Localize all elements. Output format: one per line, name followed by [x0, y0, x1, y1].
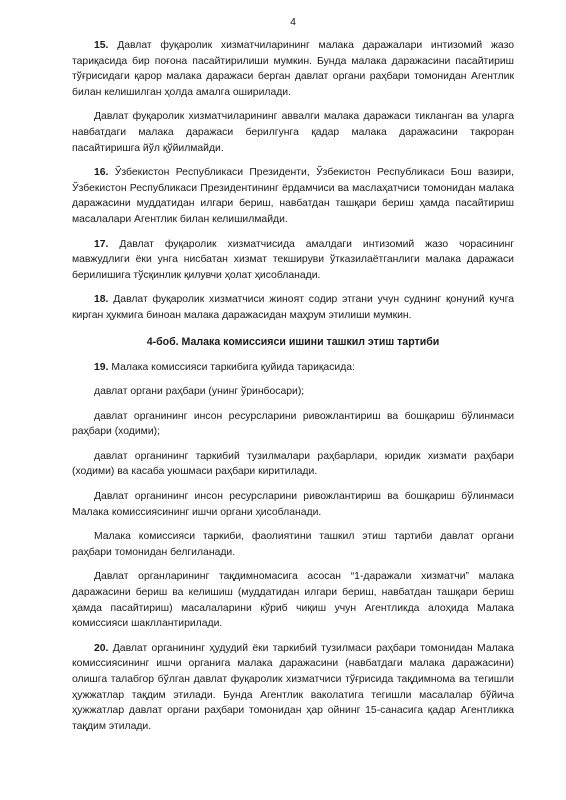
paragraph-number: 17. [94, 238, 109, 250]
paragraph-separate-commission [72, 569, 514, 631]
paragraph-number: 15. [94, 40, 109, 51]
paragraph-text: Давлат фуқаролик хизматчиларининг аввалги малака даражаси тикланган ва уларга навбатдаги малака даражаси берилгунга қадар малака даражасини такроран пасайтиришга йўл қўйилмайди. [72, 111, 514, 154]
paragraph-text: Давлат фуқаролик хизматчиси жиноят содир этгани учун суднинг қонуний кучга кирган ҳукмига биноан малака даражасидан маҳрум этилиши мумкин. [72, 294, 514, 321]
section-chapter-4 [72, 360, 514, 735]
paragraph-number: 20. [94, 642, 109, 654]
paragraph-text: Давлат фуқаролик хизматчисида амалдаги интизомий жазо чорасининг мавжудлиги ёки унга нисбатан хизмат текшируви ўтказилаётганлиги малака даражаси берилишига тўсқинлик қилувчи ҳолат ҳисобланади. [72, 238, 514, 281]
paragraph-number: 18. [94, 294, 109, 306]
paragraph-16 [72, 165, 514, 227]
paragraph-text: Давлат органининг ҳудудий ёки таркибий тузилмаси раҳбари томонидан Малака комиссиясининг ишчи органига малака даражасини (навбатдаги малака даражасини) олишга талабгор бўлган давлат фуқаролик хизматчиси тўғрисида тақдимнома ва тегишли ҳужжатлар тақдим этилади. Бунда Агентлик ваколатига тегишли масалалар бўйича ҳужжатлар давлат органи раҳбари томонидан ҳар ойнинг 15-санасига қадар Агентликка тақдим этилади. [72, 642, 514, 732]
section-paragraphs-before-chapter [72, 38, 514, 324]
paragraph-18 [72, 292, 514, 323]
paragraph-composition [72, 529, 514, 560]
list-item-hr-unit [72, 409, 514, 440]
paragraph-text: давлат органининг инсон ресурсларини ривожлантириш ва бошқариш бўлинмаси раҳбари (ходими); [72, 410, 514, 438]
list-item-head [72, 384, 514, 400]
paragraph-text: Давлат органларининг тақдимномасига асосан “1-даражали хизматчи” малака даражасини бериш ва келишиш (муддатидан илгари бериш, навбатдан ташқари бериш ҳамда пасайтириш) масалаларини кўриб чиқиш учун Агентликда алоҳида Малака комиссияси шакллантирилади. [72, 571, 514, 630]
paragraph-text: Давлат органининг инсон ресурсларини ривожлантириш ва бошқариш бўлинмаси Малака комиссиясининг ишчи органи ҳисобланади. [72, 491, 514, 518]
paragraph-text: давлат органи раҳбари (унинг ўринбосари); [94, 386, 305, 398]
paragraph-number: 19. [94, 361, 109, 373]
paragraph-17 [72, 237, 514, 284]
paragraph-15 [72, 38, 514, 100]
paragraph-number: 16. [94, 167, 109, 179]
paragraph-text: давлат органининг таркибий тузилмалари раҳбарлари, юридик хизмати раҳбари (ходими) ва касаба уюшмаси раҳбари киритилади. [72, 450, 514, 478]
paragraph-working-body [72, 489, 514, 520]
list-item-structural-heads [72, 449, 514, 480]
paragraph-15-continued [72, 109, 514, 156]
paragraph-text: Малака комиссияси таркиби, фаолиятини ташкил этиш тартиби давлат органи раҳбари томонидан белгиланади. [72, 531, 514, 558]
paragraph-text: Давлат фуқаролик хизматчиларининг малака даражалари интизомий жазо тариқасида бир поғона пасайтирилиши мумкин. Бунда малака даражасини пасайтириш тўғрисидаги қарор малака даражаси берган давлат органи раҳбари томонидан Агентлик билан келишилган ҳолда амалга оширилади. [72, 40, 514, 98]
paragraph-20 [72, 641, 514, 735]
paragraph-19 [72, 360, 514, 376]
paragraph-text: Малака комиссияси таркибига қуйида тариқасида: [108, 361, 355, 373]
page-number: 4 [290, 16, 296, 28]
chapter-heading: 4-боб. Малака комиссияси ишини ташкил этиш тартиби [146, 335, 440, 348]
paragraph-text: Ўзбекистон Республикаси Президенти, Ўзбекистон Республикаси Бош вазири, Ўзбекистон Республикаси Президентининг ёрдамчиси ва маслаҳатчиси томонидан малака даражасини муддатидан илгари бериш, навбатдан ташқари бериш ҳамда пасайтириш масалалари Агентлик билан келишилмайди. [72, 167, 514, 225]
